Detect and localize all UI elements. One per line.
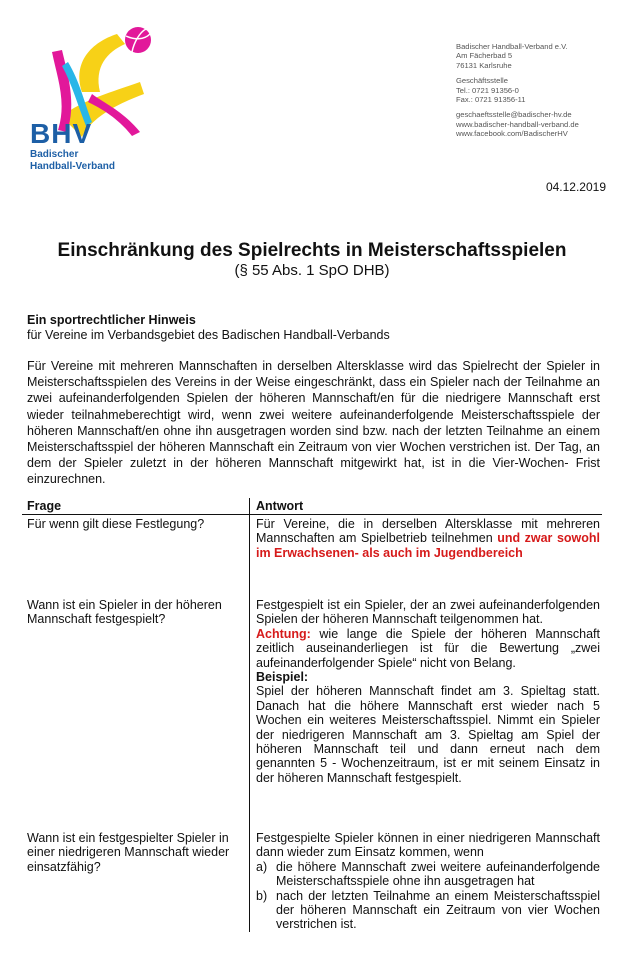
document-subtitle: (§ 55 Abs. 1 SpO DHB) (234, 262, 390, 279)
answer-highlight: und zwar sowohl im Erwachsenen- als auch im Jugendbereich (256, 531, 600, 560)
sender-street: Am Fächerbad 5 (456, 51, 513, 61)
example-text: Spiel der höheren Mannschaft findet am 3. Spieltag statt. Danach hat die höhere Mannschaft erst wieder nach 5 Wochen ein weiteres Meisterschaftsspiel. Nimmt ein Spieler der niedrigeren Mannschaft am 3. Spieltag am Spiel der höheren Mannschaft teil und dann erneut nach dem genannten 5 - Wochenzeitraum, ist er mit seinem Einsatz in der höheren Mannschaft festgespielt. (256, 684, 600, 785)
list-text: nach der letzten Teilnahme an einem Meisterschaftsspiel der höheren Mannschaft ein Zeitraum von vier Wochen verstrichen ist. (276, 888, 600, 932)
faq-header-answer: Antwort (249, 498, 602, 514)
hint-heading: Ein sportrechtlicher Hinweis (27, 313, 196, 327)
document-title: Einschränkung des Spielrechts in Meisterschaftsspielen (57, 240, 567, 261)
document-date: 04.12.2019 (545, 180, 606, 194)
list-item (256, 889, 600, 932)
sender-org: Badischer Handball-Verband e.V. (456, 42, 568, 51)
faq-answer (249, 515, 602, 598)
faq-table (22, 498, 602, 932)
sender-web[interactable]: www.badischer-handball-verband.de (456, 119, 579, 129)
faq-question: Für wenn gilt diese Festlegung? (27, 517, 205, 531)
faq-answer (249, 598, 602, 831)
answer-text: Festgespielt ist ein Spieler, der an zwei aufeinanderfolgenden Spielen der höheren Mannschaft teilgenommen hat. (256, 598, 600, 627)
notice-label: Achtung: (256, 626, 311, 641)
answer-text: Für Vereine, die in derselben Altersklasse mit mehreren Mannschaften am Spielbetrieb teilnehmen (256, 517, 600, 546)
intro-paragraph: Für Vereine mit mehreren Mannschaften in derselben Altersklasse wird das Spielrecht der Spieler in Meisterschaftsspielen des Vereins in der Weise eingeschränkt, dass ein Spieler nach der Teilnahme an zwei aufeinanderfolgenden Spielen der höheren Mannschaft/en für die niedrigere Mannschaft erst wieder teilnahmeberechtigt wird, wenn zwei weitere aufeinanderfolgende Meisterschaftsspiele der höheren Mannschaft/en ohne ihn ausgetragen worden sind bzw. nach der letzten Teilnahme an einem Meisterschaftsspiel der höheren Mannschaft ein Zeitraum von vier Wochen verstrichen ist. Der Tag, an dem der Spieler zuletzt in der höheren Mannschaft mitgewirkt hat, ist in die Vier-Wochen- Frist einzurechnen. (27, 359, 600, 487)
list-item (256, 860, 600, 889)
faq-header-row (22, 498, 602, 515)
sender-tel: Tel.: 0721 91356-0 (456, 85, 519, 95)
logo-line2: Handball-Verband (30, 161, 116, 172)
faq-question: Wann ist ein Spieler in der höheren Mannschaft festgespielt? (27, 598, 222, 627)
faq-row (22, 831, 602, 932)
sender-email[interactable]: geschaeftsstelle@badischer-hv.de (456, 110, 572, 120)
sender-block (456, 42, 579, 139)
logo-abbr: BHV (30, 118, 93, 149)
faq-row (22, 515, 602, 598)
faq-row (22, 598, 602, 831)
example-label: Beispiel: (256, 670, 309, 685)
bhv-logo (22, 22, 162, 182)
list-marker: b) (256, 888, 268, 903)
condition-list (256, 860, 600, 932)
faq-answer (249, 831, 602, 932)
faq-question: Wann ist ein festgespielter Spieler in einer niedrigeren Mannschaft wieder einsatzfähig? (27, 831, 230, 874)
sender-office: Geschäftsstelle (456, 76, 508, 86)
logo-line1: Badischer (30, 149, 79, 160)
sender-city: 76131 Karlsruhe (456, 60, 512, 70)
notice-text: wie lange die Spiele der höheren Mannschaft zeitlich auseinanderliegen ist für die Bewertung „zwei aufeinanderfolgender Spiele“ nicht von Belang. (256, 626, 600, 670)
list-marker: a) (256, 859, 268, 874)
sender-facebook[interactable]: www.facebook.com/BadischerHV (456, 129, 568, 139)
list-text: die höhere Mannschaft zwei weitere aufeinanderfolgende Meisterschaftsspiele ohne ihn ausgetragen hat (276, 859, 600, 889)
answer-notice (256, 627, 600, 670)
answer-text: Festgespielte Spieler können in einer niedrigeren Mannschaft dann wieder zum Einsatz kommen, wenn (256, 831, 600, 860)
faq-header-question: Frage (27, 499, 62, 513)
sender-fax: Fax.: 0721 91356-11 (456, 95, 526, 105)
hint-subheading: für Vereine im Verbandsgebiet des Badischen Handball-Verbands (27, 328, 390, 342)
